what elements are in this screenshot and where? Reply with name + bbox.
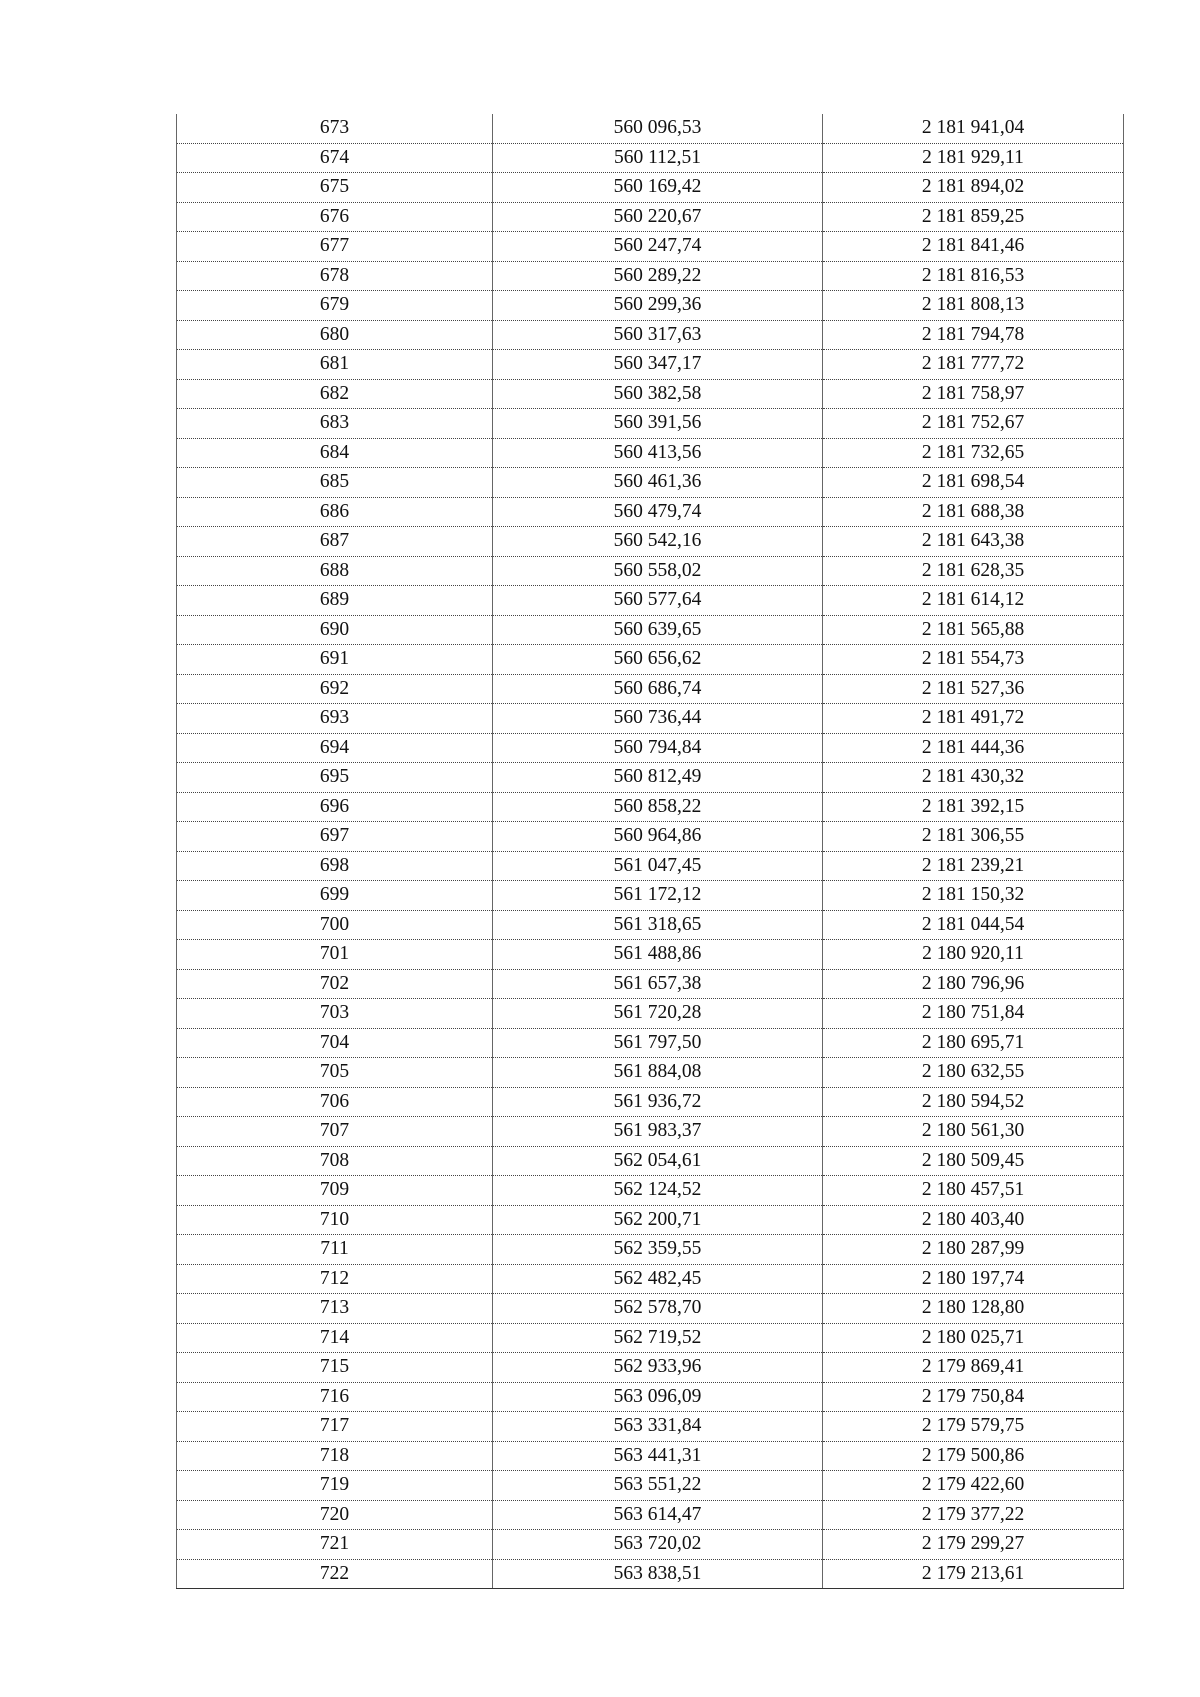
table-row (177, 291, 1124, 321)
point-number-cell: 692 (177, 674, 493, 704)
y-coordinate-cell: 2 180 128,80 (823, 1294, 1124, 1324)
y-coordinate-cell: 2 181 732,65 (823, 438, 1124, 468)
x-coordinate-cell: 560 542,16 (493, 527, 823, 557)
x-coordinate-cell: 562 933,96 (493, 1353, 823, 1383)
y-coordinate-cell: 2 181 941,04 (823, 114, 1124, 143)
y-coordinate-cell: 2 181 491,72 (823, 704, 1124, 734)
point-number-cell: 716 (177, 1382, 493, 1412)
x-coordinate-cell: 562 482,45 (493, 1264, 823, 1294)
x-coordinate-cell: 560 686,74 (493, 674, 823, 704)
coordinates-table (176, 114, 1124, 1589)
table-row (177, 763, 1124, 793)
y-coordinate-cell: 2 181 554,73 (823, 645, 1124, 675)
y-coordinate-cell: 2 179 422,60 (823, 1471, 1124, 1501)
y-coordinate-cell: 2 181 614,12 (823, 586, 1124, 616)
y-coordinate-cell: 2 180 751,84 (823, 999, 1124, 1029)
y-coordinate-cell: 2 181 392,15 (823, 792, 1124, 822)
x-coordinate-cell: 561 172,12 (493, 881, 823, 911)
point-number-cell: 704 (177, 1028, 493, 1058)
table-row (177, 1294, 1124, 1324)
x-coordinate-cell: 560 317,63 (493, 320, 823, 350)
coordinates-table-body (177, 114, 1124, 1589)
y-coordinate-cell: 2 181 688,38 (823, 497, 1124, 527)
table-row (177, 1412, 1124, 1442)
y-coordinate-cell: 2 181 752,67 (823, 409, 1124, 439)
point-number-cell: 714 (177, 1323, 493, 1353)
y-coordinate-cell: 2 181 808,13 (823, 291, 1124, 321)
x-coordinate-cell: 560 391,56 (493, 409, 823, 439)
y-coordinate-cell: 2 181 794,78 (823, 320, 1124, 350)
x-coordinate-cell: 560 858,22 (493, 792, 823, 822)
y-coordinate-cell: 2 179 213,61 (823, 1559, 1124, 1589)
table-row (177, 1176, 1124, 1206)
table-row (177, 645, 1124, 675)
point-number-cell: 684 (177, 438, 493, 468)
x-coordinate-cell: 560 220,67 (493, 202, 823, 232)
point-number-cell: 687 (177, 527, 493, 557)
x-coordinate-cell: 562 054,61 (493, 1146, 823, 1176)
y-coordinate-cell: 2 181 239,21 (823, 851, 1124, 881)
y-coordinate-cell: 2 181 859,25 (823, 202, 1124, 232)
y-coordinate-cell: 2 181 044,54 (823, 910, 1124, 940)
y-coordinate-cell: 2 181 698,54 (823, 468, 1124, 498)
y-coordinate-cell: 2 181 894,02 (823, 173, 1124, 203)
table-row (177, 1353, 1124, 1383)
y-coordinate-cell: 2 181 841,46 (823, 232, 1124, 262)
point-number-cell: 722 (177, 1559, 493, 1589)
y-coordinate-cell: 2 181 444,36 (823, 733, 1124, 763)
x-coordinate-cell: 560 736,44 (493, 704, 823, 734)
x-coordinate-cell: 560 479,74 (493, 497, 823, 527)
table-row (177, 114, 1124, 143)
y-coordinate-cell: 2 179 500,86 (823, 1441, 1124, 1471)
point-number-cell: 721 (177, 1530, 493, 1560)
table-row (177, 379, 1124, 409)
point-number-cell: 685 (177, 468, 493, 498)
x-coordinate-cell: 560 812,49 (493, 763, 823, 793)
table-row (177, 1028, 1124, 1058)
table-row (177, 940, 1124, 970)
point-number-cell: 711 (177, 1235, 493, 1265)
table-row (177, 350, 1124, 380)
point-number-cell: 699 (177, 881, 493, 911)
x-coordinate-cell: 560 794,84 (493, 733, 823, 763)
x-coordinate-cell: 560 096,53 (493, 114, 823, 143)
x-coordinate-cell: 560 112,51 (493, 143, 823, 173)
y-coordinate-cell: 2 181 758,97 (823, 379, 1124, 409)
x-coordinate-cell: 561 488,86 (493, 940, 823, 970)
table-row (177, 202, 1124, 232)
point-number-cell: 673 (177, 114, 493, 143)
point-number-cell: 700 (177, 910, 493, 940)
table-row (177, 173, 1124, 203)
x-coordinate-cell: 561 720,28 (493, 999, 823, 1029)
x-coordinate-cell: 563 838,51 (493, 1559, 823, 1589)
point-number-cell: 697 (177, 822, 493, 852)
y-coordinate-cell: 2 181 150,32 (823, 881, 1124, 911)
y-coordinate-cell: 2 180 796,96 (823, 969, 1124, 999)
table-row (177, 881, 1124, 911)
x-coordinate-cell: 562 719,52 (493, 1323, 823, 1353)
point-number-cell: 708 (177, 1146, 493, 1176)
point-number-cell: 705 (177, 1058, 493, 1088)
table-row (177, 1559, 1124, 1589)
table-row (177, 822, 1124, 852)
x-coordinate-cell: 560 347,17 (493, 350, 823, 380)
y-coordinate-cell: 2 181 430,32 (823, 763, 1124, 793)
point-number-cell: 702 (177, 969, 493, 999)
x-coordinate-cell: 560 247,74 (493, 232, 823, 262)
table-row (177, 409, 1124, 439)
x-coordinate-cell: 563 441,31 (493, 1441, 823, 1471)
point-number-cell: 676 (177, 202, 493, 232)
table-row (177, 1264, 1124, 1294)
x-coordinate-cell: 560 299,36 (493, 291, 823, 321)
x-coordinate-cell: 560 461,36 (493, 468, 823, 498)
point-number-cell: 689 (177, 586, 493, 616)
table-row (177, 1530, 1124, 1560)
point-number-cell: 706 (177, 1087, 493, 1117)
table-row (177, 1323, 1124, 1353)
table-row (177, 556, 1124, 586)
x-coordinate-cell: 562 578,70 (493, 1294, 823, 1324)
x-coordinate-cell: 562 359,55 (493, 1235, 823, 1265)
table-row (177, 468, 1124, 498)
y-coordinate-cell: 2 180 025,71 (823, 1323, 1124, 1353)
y-coordinate-cell: 2 180 695,71 (823, 1028, 1124, 1058)
y-coordinate-cell: 2 180 594,52 (823, 1087, 1124, 1117)
x-coordinate-cell: 563 614,47 (493, 1500, 823, 1530)
table-row (177, 527, 1124, 557)
table-row (177, 1205, 1124, 1235)
table-row (177, 733, 1124, 763)
y-coordinate-cell: 2 180 457,51 (823, 1176, 1124, 1206)
x-coordinate-cell: 561 936,72 (493, 1087, 823, 1117)
table-row (177, 704, 1124, 734)
y-coordinate-cell: 2 181 929,11 (823, 143, 1124, 173)
x-coordinate-cell: 560 577,64 (493, 586, 823, 616)
table-row (177, 969, 1124, 999)
y-coordinate-cell: 2 179 869,41 (823, 1353, 1124, 1383)
x-coordinate-cell: 560 639,65 (493, 615, 823, 645)
table-row (177, 851, 1124, 881)
x-coordinate-cell: 561 797,50 (493, 1028, 823, 1058)
x-coordinate-cell: 561 657,38 (493, 969, 823, 999)
table-row (177, 1087, 1124, 1117)
table-row (177, 320, 1124, 350)
x-coordinate-cell: 560 289,22 (493, 261, 823, 291)
table-row (177, 586, 1124, 616)
y-coordinate-cell: 2 181 527,36 (823, 674, 1124, 704)
point-number-cell: 682 (177, 379, 493, 409)
y-coordinate-cell: 2 180 561,30 (823, 1117, 1124, 1147)
table-row (177, 438, 1124, 468)
table-row (177, 143, 1124, 173)
point-number-cell: 718 (177, 1441, 493, 1471)
x-coordinate-cell: 561 318,65 (493, 910, 823, 940)
point-number-cell: 678 (177, 261, 493, 291)
y-coordinate-cell: 2 180 197,74 (823, 1264, 1124, 1294)
x-coordinate-cell: 563 551,22 (493, 1471, 823, 1501)
point-number-cell: 690 (177, 615, 493, 645)
x-coordinate-cell: 561 884,08 (493, 1058, 823, 1088)
point-number-cell: 696 (177, 792, 493, 822)
point-number-cell: 674 (177, 143, 493, 173)
point-number-cell: 713 (177, 1294, 493, 1324)
y-coordinate-cell: 2 179 579,75 (823, 1412, 1124, 1442)
table-row (177, 497, 1124, 527)
y-coordinate-cell: 2 181 643,38 (823, 527, 1124, 557)
x-coordinate-cell: 563 331,84 (493, 1412, 823, 1442)
table-row (177, 1500, 1124, 1530)
x-coordinate-cell: 561 047,45 (493, 851, 823, 881)
point-number-cell: 691 (177, 645, 493, 675)
y-coordinate-cell: 2 180 509,45 (823, 1146, 1124, 1176)
x-coordinate-cell: 560 413,56 (493, 438, 823, 468)
point-number-cell: 679 (177, 291, 493, 321)
point-number-cell: 710 (177, 1205, 493, 1235)
point-number-cell: 677 (177, 232, 493, 262)
table-row (177, 1441, 1124, 1471)
y-coordinate-cell: 2 181 777,72 (823, 350, 1124, 380)
table-row (177, 1117, 1124, 1147)
point-number-cell: 715 (177, 1353, 493, 1383)
x-coordinate-cell: 560 964,86 (493, 822, 823, 852)
point-number-cell: 719 (177, 1471, 493, 1501)
y-coordinate-cell: 2 181 306,55 (823, 822, 1124, 852)
point-number-cell: 680 (177, 320, 493, 350)
point-number-cell: 683 (177, 409, 493, 439)
table-row (177, 261, 1124, 291)
table-row (177, 615, 1124, 645)
x-coordinate-cell: 563 096,09 (493, 1382, 823, 1412)
point-number-cell: 701 (177, 940, 493, 970)
point-number-cell: 681 (177, 350, 493, 380)
y-coordinate-cell: 2 181 816,53 (823, 261, 1124, 291)
y-coordinate-cell: 2 180 403,40 (823, 1205, 1124, 1235)
point-number-cell: 707 (177, 1117, 493, 1147)
x-coordinate-cell: 560 656,62 (493, 645, 823, 675)
y-coordinate-cell: 2 179 299,27 (823, 1530, 1124, 1560)
y-coordinate-cell: 2 179 750,84 (823, 1382, 1124, 1412)
table-row (177, 1146, 1124, 1176)
x-coordinate-cell: 562 200,71 (493, 1205, 823, 1235)
table-row (177, 1058, 1124, 1088)
table-row (177, 792, 1124, 822)
point-number-cell: 693 (177, 704, 493, 734)
y-coordinate-cell: 2 180 920,11 (823, 940, 1124, 970)
y-coordinate-cell: 2 181 628,35 (823, 556, 1124, 586)
point-number-cell: 712 (177, 1264, 493, 1294)
x-coordinate-cell: 560 169,42 (493, 173, 823, 203)
point-number-cell: 698 (177, 851, 493, 881)
table-row (177, 232, 1124, 262)
x-coordinate-cell: 561 983,37 (493, 1117, 823, 1147)
y-coordinate-cell: 2 180 287,99 (823, 1235, 1124, 1265)
point-number-cell: 694 (177, 733, 493, 763)
point-number-cell: 720 (177, 1500, 493, 1530)
y-coordinate-cell: 2 180 632,55 (823, 1058, 1124, 1088)
point-number-cell: 686 (177, 497, 493, 527)
table-row (177, 674, 1124, 704)
x-coordinate-cell: 560 382,58 (493, 379, 823, 409)
table-row (177, 999, 1124, 1029)
y-coordinate-cell: 2 181 565,88 (823, 615, 1124, 645)
table-row (177, 1235, 1124, 1265)
y-coordinate-cell: 2 179 377,22 (823, 1500, 1124, 1530)
point-number-cell: 709 (177, 1176, 493, 1206)
point-number-cell: 675 (177, 173, 493, 203)
point-number-cell: 717 (177, 1412, 493, 1442)
x-coordinate-cell: 563 720,02 (493, 1530, 823, 1560)
point-number-cell: 703 (177, 999, 493, 1029)
point-number-cell: 695 (177, 763, 493, 793)
x-coordinate-cell: 562 124,52 (493, 1176, 823, 1206)
table-row (177, 910, 1124, 940)
x-coordinate-cell: 560 558,02 (493, 556, 823, 586)
table-row (177, 1382, 1124, 1412)
table-row (177, 1471, 1124, 1501)
point-number-cell: 688 (177, 556, 493, 586)
